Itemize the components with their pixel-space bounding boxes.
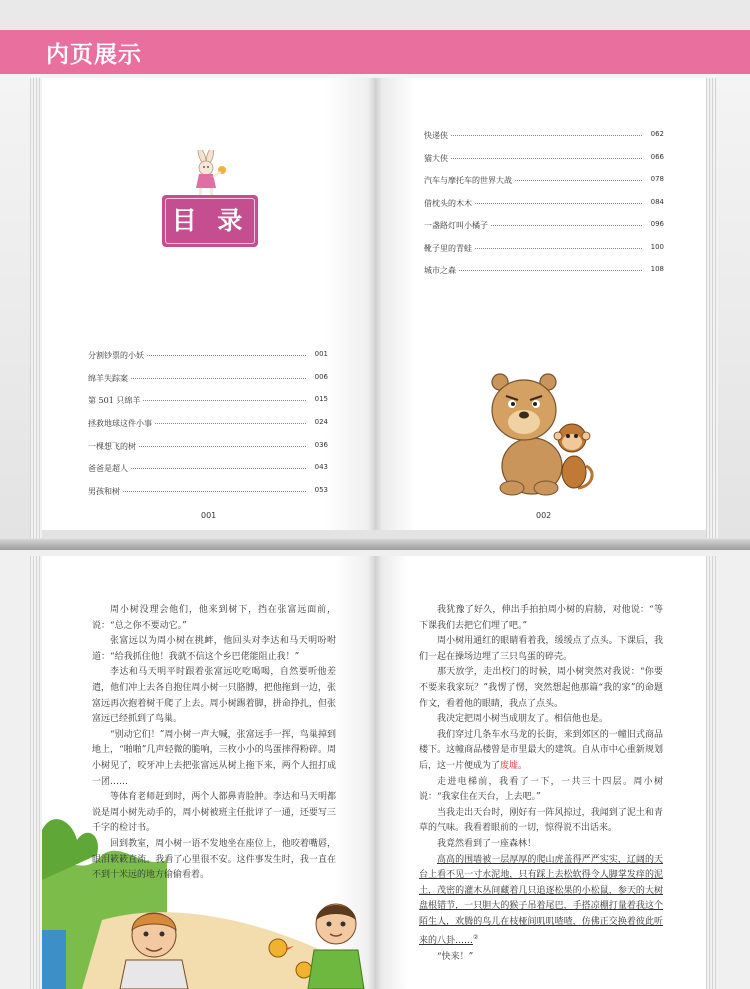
toc-entry-title: 快递侠 xyxy=(424,131,448,140)
toc-entry[interactable] xyxy=(88,373,328,396)
toc-entry[interactable] xyxy=(424,130,664,153)
toc-entry-title: 城市之森 xyxy=(424,266,456,275)
paragraph: 我竟然看到了一座森林！ xyxy=(437,838,537,849)
toc-entry[interactable] xyxy=(424,175,664,198)
toc-entry[interactable] xyxy=(424,243,664,266)
page-number-right: 002 xyxy=(536,511,552,520)
toc-entry-title: 第 501 只绵羊 xyxy=(88,396,141,406)
toc-entry-title: 汽车与摩托车的世界大战 xyxy=(424,176,512,185)
toc-entry[interactable] xyxy=(88,395,328,418)
toc-entry-title: 分割钞票的小妖 xyxy=(88,351,144,360)
toc-entry-title: 拯救地球这件小事 xyxy=(88,419,152,429)
page-number-left: 001 xyxy=(201,511,217,520)
toc-entry[interactable] xyxy=(424,153,664,176)
toc-entry-title: 男孩和树 xyxy=(88,487,120,497)
toc-list-right xyxy=(424,130,664,288)
paragraph: “快来！” xyxy=(437,952,474,963)
paragraph xyxy=(419,853,663,951)
toc-entry-page: 015 xyxy=(314,395,328,404)
page-edges-left xyxy=(30,556,42,989)
toc-entry-title: 一盏路灯叫小橘子 xyxy=(424,221,488,230)
book-spine xyxy=(368,556,382,989)
toc-entry[interactable] xyxy=(88,441,328,464)
toc-entry[interactable] xyxy=(424,220,664,243)
paragraph: 走进电梯前，我看了一下，一共三十四层。周小树说：“我家住在天台，上去吧。” xyxy=(419,776,663,803)
toc-entry-page: 096 xyxy=(650,220,664,228)
paragraph: 周小树用通红的眼睛看着我，缓缓点了点头。下课后，我们一起在操场边埋了三只鸟蛋的碎壳。 xyxy=(419,636,663,662)
banner-title: 内页展示 xyxy=(46,42,142,68)
paragraph xyxy=(419,728,663,775)
paragraph: 等体育老师赶到时，两个人都鼻青脸肿。李达和马天明都说是周小树先动手的，周小树被班主任批评了一通，还要写三千字的检讨书。 xyxy=(92,792,336,834)
paragraph: 那天放学，走出校门的时候，周小树突然对我说：“你要不要来我家玩？”我愣了愣，突然想起他那篇“我的家”的命题作文，看着他的眼睛，我点了点头。 xyxy=(419,667,663,709)
toc-entry-page: 036 xyxy=(314,440,328,449)
toc-entry-page: 066 xyxy=(650,152,664,161)
page-edges-left xyxy=(30,78,42,538)
toc-entry-page: 108 xyxy=(650,265,664,273)
toc-entry-title: 借枕头的木木 xyxy=(424,198,472,208)
toc-entry-page: 078 xyxy=(650,175,664,183)
toc-entry[interactable] xyxy=(424,265,664,288)
spread-divider xyxy=(0,539,750,550)
underlined-passage: 高高的围墙被一层厚厚的爬山虎盖得严严实实，辽阔的天台上看不见一寸水泥地，只有踩上去松软得令人脚掌发痒的泥土，茂密的灌木丛间藏着几只追逐松果的小松鼠，参天的大树盘根错节，一只胆大的猴子吊着尾巴，手搭凉棚打量着我这个陌生人，欢腾的鸟儿在枝桠间叽叽喳喳，仿佛正交换着彼此听来的八卦…… xyxy=(419,854,663,947)
bunny-illustration xyxy=(182,150,238,198)
toc-entry[interactable] xyxy=(88,350,328,373)
page-edges-right xyxy=(706,78,718,538)
toc-entry-page: 084 xyxy=(650,197,664,206)
toc-list-left xyxy=(88,350,328,509)
paragraph: 周小树没理会他们，他来到树下，挡在张富远面前，说：“总之你不要动它。” xyxy=(92,605,336,631)
toc-entry-title: 绵羊失踪案 xyxy=(88,373,128,383)
paragraph: 李达和马天明平时跟着张富远吃吃喝喝，自然要听他差遣，他们冲上去各自抱住周小树一只胳膊，把他拖到一边，张富远再次抱着树干爬了上去。周小树踢着脚，拼命挣扎，但张富远已经抓到了鸟巢。 xyxy=(92,667,336,725)
toc-entry-page: 053 xyxy=(314,486,328,495)
toc-entry-page: 043 xyxy=(314,463,328,472)
book-spine xyxy=(368,78,382,530)
bear-monkey-illustration xyxy=(482,370,602,496)
paragraph: 当我走出天台时，刚好有一阵风掠过，我闻到了泥土和青草的气味。我看着眼前的一切，惊得说不出话来。 xyxy=(419,807,663,834)
toc-entry-page: 100 xyxy=(650,242,664,251)
footnote-marker: ② xyxy=(473,934,479,942)
toc-entry-page: 001 xyxy=(314,350,328,358)
paragraph: 张富远以为周小树在挑衅，他回头对李达和马天明吩咐道：“给我抓住他！我就不信这个乡巴佬能阻止我！” xyxy=(92,636,336,662)
highlighted-word: 废墟 xyxy=(500,760,519,771)
toc-entry-title: 爸爸是超人 xyxy=(88,464,128,474)
paragraph: 我决定把周小树当成朋友了。相信他也是。 xyxy=(437,714,609,725)
paragraph: 我犹豫了好久，伸出手拍拍周小树的肩膀，对他说：“等下课我们去把它们埋了吧。” xyxy=(419,605,663,631)
paragraph: 回到教室，周小树一语不发地坐在座位上，他咬着嘴唇，眼泪簌簌直流。我看了心里很不安。这件事发生时，我一直在不到十米远的地方偷偷看着。 xyxy=(92,838,336,881)
page-edges-right xyxy=(706,556,718,989)
toc-entry-page: 006 xyxy=(314,372,328,381)
child-illustration xyxy=(300,900,370,989)
toc-entry[interactable] xyxy=(88,486,328,509)
toc-heading: 目 录 xyxy=(171,206,249,235)
story-text-right xyxy=(419,603,663,966)
toc-entry[interactable] xyxy=(88,463,328,486)
toc-entry-page: 024 xyxy=(314,418,328,427)
toc-entry-title: 一棵想飞的树 xyxy=(88,441,136,451)
toc-entry-title: 猫大侠 xyxy=(424,153,448,163)
story-text-left xyxy=(92,603,336,884)
paragraph: “别动它们！”周小树一声大喊，张富远手一挥，鸟巢掉到地上，“啪啪”几声轻微的脆响，三枚小小的鸟蛋摔得粉碎。周小树见了，咬牙冲上去把张富远从树上拖下来，两个人扭打成一团…… xyxy=(92,729,336,787)
toc-entry[interactable] xyxy=(88,418,328,441)
toc-entry-page: 062 xyxy=(650,130,664,138)
toc-entry-title: 靴子里的青蛙 xyxy=(424,243,472,253)
paragraph-end: 。 xyxy=(518,760,528,771)
toc-entry[interactable] xyxy=(424,198,664,221)
paragraph-text: 我们穿过几条车水马龙的长街，来到郊区的一幢旧式商品楼下。这幢商品楼曾是市里最大的建筑。自从市中心重新规划后，这一片便成为了 xyxy=(419,729,663,771)
